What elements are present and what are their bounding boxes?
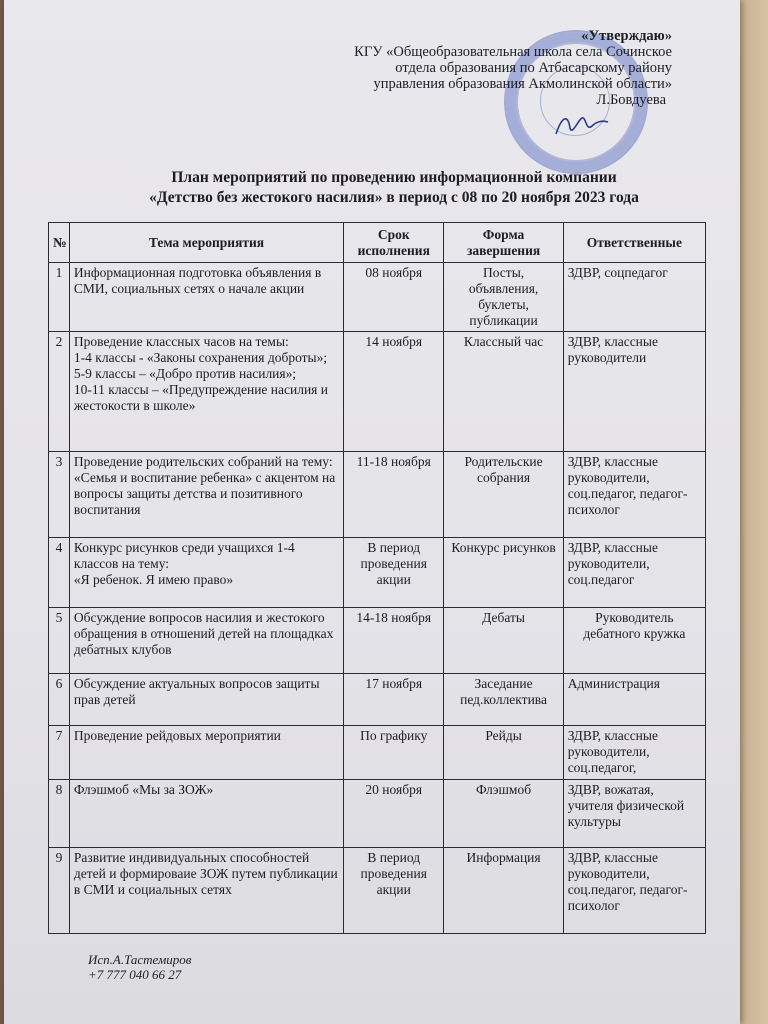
table-row <box>49 780 706 848</box>
approval-line-3: управления образования Акмолинской области» <box>373 76 672 92</box>
row-responsible: ЗДВР, соцпедагог <box>563 263 705 332</box>
row-num: 4 <box>49 538 70 608</box>
row-topic: Проведение классных часов на темы: 1-4 классы - «Законы сохранения доброты»; 5-9 классы – «Добро против насилия»; 10-11 классы – «Предупреждение насилия и жестокости в школе» <box>69 332 343 452</box>
row-responsible: ЗДВР, классные руководители, соц.педагог, педагог-психолог <box>563 452 705 538</box>
row-topic: Конкурс рисунков среди учащихся 1-4 классов на тему: «Я ребенок. Я имею право» <box>69 538 343 608</box>
header-date: Срок исполнения <box>344 223 444 263</box>
row-num: 8 <box>49 780 70 848</box>
table-header-row <box>49 223 706 263</box>
table-row <box>49 726 706 780</box>
header-responsible: Ответственные <box>563 223 705 263</box>
row-topic: Обсуждение актуальных вопросов защиты прав детей <box>69 674 343 726</box>
footer-executor-block <box>88 952 191 982</box>
plan-title-line-2: «Детство без жестокого насилия» в период с 08 по 20 ноября 2023 года <box>149 189 639 206</box>
row-date: В период проведения акции <box>344 538 444 608</box>
row-num: 6 <box>49 674 70 726</box>
row-topic: Информационная подготовка объявления в СМИ, социальных сетях о начале акции <box>69 263 343 332</box>
row-form: Родительские собрания <box>444 452 563 538</box>
table-row <box>49 674 706 726</box>
row-num: 9 <box>49 848 70 934</box>
document-page <box>4 0 740 1024</box>
row-form: Классный час <box>444 332 563 452</box>
table-row <box>49 608 706 674</box>
row-num: 2 <box>49 332 70 452</box>
table-row <box>49 848 706 934</box>
row-responsible: Руководитель дебатного кружка <box>563 608 705 674</box>
row-topic: Проведение рейдовых мероприятии <box>69 726 343 780</box>
row-topic: Обсуждение вопросов насилия и жестокого обращения в отношений детей на площадках дебатных клубов <box>69 608 343 674</box>
row-form: Рейды <box>444 726 563 780</box>
row-date: 14 ноября <box>344 332 444 452</box>
row-form: Заседание пед.коллектива <box>444 674 563 726</box>
approval-signatory: Л.Бовдуева <box>596 92 666 108</box>
row-date: 11-18 ноября <box>344 452 444 538</box>
row-responsible: ЗДВР, классные руководители <box>563 332 705 452</box>
row-responsible: ЗДВР, вожатая, учителя физической культуры <box>563 780 705 848</box>
row-num: 1 <box>49 263 70 332</box>
row-responsible: ЗДВР, классные руководители, соц.педагог <box>563 538 705 608</box>
table-row <box>49 263 706 332</box>
table-row <box>49 332 706 452</box>
row-form: Флэшмоб <box>444 780 563 848</box>
row-form: Информация <box>444 848 563 934</box>
row-topic: Развитие индивидуальных способностей детей и формироваие ЗОЖ путем публикации в СМИ и социальных сетях <box>69 848 343 934</box>
plan-title-line-1: План мероприятий по проведению информационной компании <box>171 169 617 186</box>
row-date: 20 ноября <box>344 780 444 848</box>
header-num: № <box>49 223 70 263</box>
plan-title <box>104 168 684 208</box>
row-responsible: Администрация <box>563 674 705 726</box>
row-date: 08 ноября <box>344 263 444 332</box>
row-num: 5 <box>49 608 70 674</box>
approval-title: «Утверждаю» <box>581 28 672 44</box>
row-form: Конкурс рисунков <box>444 538 563 608</box>
approval-block <box>354 28 672 108</box>
row-date: В период проведения акции <box>344 848 444 934</box>
signature-icon <box>552 110 612 140</box>
table-row <box>49 452 706 538</box>
row-date: 14-18 ноября <box>344 608 444 674</box>
row-date: 17 ноября <box>344 674 444 726</box>
row-date: По графику <box>344 726 444 780</box>
row-topic: Флэшмоб «Мы за ЗОЖ» <box>69 780 343 848</box>
table-row <box>49 538 706 608</box>
row-topic: Проведение родительских собраний на тему: «Семья и воспитание ребенка» с акцентом на вопросы защиты детства и позитивного воспитания <box>69 452 343 538</box>
executor-name: Исп.А.Тастемиров <box>88 952 192 967</box>
row-form: Посты, объявления, буклеты, публикации <box>444 263 563 332</box>
approval-line-1: КГУ «Общеобразовательная школа села Сочинское <box>354 44 672 60</box>
row-num: 3 <box>49 452 70 538</box>
row-num: 7 <box>49 726 70 780</box>
row-form: Дебаты <box>444 608 563 674</box>
row-responsible: ЗДВР, классные руководители, соц.педагог, педагог-психолог <box>563 848 705 934</box>
approval-line-2: отдела образования по Атбасарскому району <box>395 60 672 76</box>
events-table <box>48 222 706 934</box>
row-responsible: ЗДВР, классные руководители, соц.педагог, <box>563 726 705 780</box>
executor-phone: +7 777 040 66 27 <box>88 967 182 982</box>
header-form: Форма завершения <box>444 223 563 263</box>
header-topic: Тема мероприятия <box>69 223 343 263</box>
